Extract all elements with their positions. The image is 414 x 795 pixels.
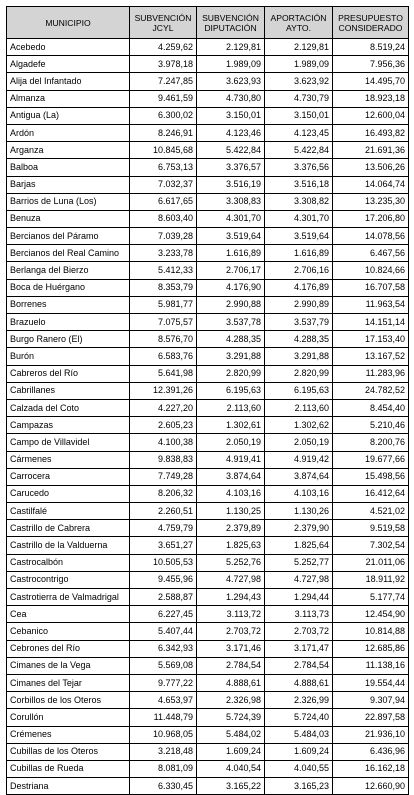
subvencion-jcyl-cell: 4.759,79	[130, 520, 197, 537]
subvencion-diputacion-cell: 5.484,02	[197, 726, 265, 743]
subvencion-diputacion-cell: 3.150,01	[197, 107, 265, 124]
subvencion-jcyl-cell: 4.100,38	[130, 434, 197, 451]
subsidy-table	[6, 6, 409, 795]
aportacion-ayto-cell: 4.176,89	[265, 279, 333, 296]
municipio-cell: Balboa	[7, 159, 130, 176]
municipio-cell: Campazas	[7, 417, 130, 434]
table-row	[7, 348, 409, 365]
subvencion-jcyl-cell: 7.749,28	[130, 468, 197, 485]
subvencion-jcyl-cell: 2.605,23	[130, 417, 197, 434]
presupuesto-cell: 19.677,66	[333, 451, 409, 468]
aportacion-ayto-cell: 4.919,42	[265, 451, 333, 468]
subvencion-diputacion-cell: 4.103,16	[197, 485, 265, 502]
municipio-cell: Cabrillanes	[7, 382, 130, 399]
table-row	[7, 228, 409, 245]
municipio-cell: Calzada del Coto	[7, 399, 130, 416]
subvencion-jcyl-cell: 5.981,77	[130, 296, 197, 313]
subvencion-diputacion-cell: 3.537,78	[197, 314, 265, 331]
subvencion-diputacion-cell: 2.784,54	[197, 657, 265, 674]
presupuesto-cell: 17.153,40	[333, 331, 409, 348]
presupuesto-cell: 16.162,18	[333, 760, 409, 777]
subvencion-jcyl-cell: 4.653,97	[130, 692, 197, 709]
presupuesto-cell: 18.911,92	[333, 571, 409, 588]
municipio-cell: Benuza	[7, 210, 130, 227]
aportacion-ayto-cell: 1.130,26	[265, 503, 333, 520]
table-row	[7, 176, 409, 193]
subvencion-diputacion-cell: 4.888,61	[197, 674, 265, 691]
presupuesto-cell: 9.519,58	[333, 520, 409, 537]
aportacion-ayto-cell: 2.129,81	[265, 39, 333, 56]
table-row	[7, 606, 409, 623]
subvencion-diputacion-cell: 1.825,63	[197, 537, 265, 554]
table-row	[7, 159, 409, 176]
municipio-cell: Castilfalé	[7, 503, 130, 520]
municipio-cell: Carrocera	[7, 468, 130, 485]
municipio-cell: Alija del Infantado	[7, 73, 130, 90]
table-row	[7, 56, 409, 73]
subvencion-jcyl-cell: 8.603,40	[130, 210, 197, 227]
municipio-cell: Corbillos de los Oteros	[7, 692, 130, 709]
table-row	[7, 365, 409, 382]
subvencion-jcyl-cell: 7.032,37	[130, 176, 197, 193]
subvencion-diputacion-cell: 4.123,46	[197, 124, 265, 141]
table-row	[7, 726, 409, 743]
subvencion-jcyl-cell: 5.641,98	[130, 365, 197, 382]
table-row	[7, 39, 409, 56]
municipio-cell: Ardón	[7, 124, 130, 141]
aportacion-ayto-cell: 1.825,64	[265, 537, 333, 554]
table-row	[7, 537, 409, 554]
aportacion-ayto-cell: 6.195,63	[265, 382, 333, 399]
municipio-cell: Cebanico	[7, 623, 130, 640]
subvencion-jcyl-cell: 8.206,32	[130, 485, 197, 502]
aportacion-ayto-cell: 3.623,92	[265, 73, 333, 90]
subvencion-diputacion-cell: 3.519,64	[197, 228, 265, 245]
subvencion-diputacion-cell: 4.919,41	[197, 451, 265, 468]
subvencion-jcyl-cell: 4.259,62	[130, 39, 197, 56]
table-row	[7, 90, 409, 107]
municipio-cell: Borrenes	[7, 296, 130, 313]
municipio-cell: Acebedo	[7, 39, 130, 56]
presupuesto-cell: 14.151,14	[333, 314, 409, 331]
subvencion-jcyl-cell: 8.353,79	[130, 279, 197, 296]
aportacion-ayto-cell: 4.888,61	[265, 674, 333, 691]
presupuesto-cell: 5.210,46	[333, 417, 409, 434]
presupuesto-cell: 13.506,26	[333, 159, 409, 176]
subvencion-jcyl-cell: 10.968,05	[130, 726, 197, 743]
municipio-cell: Cubillas de los Oteros	[7, 743, 130, 760]
subvencion-jcyl-cell: 5.412,33	[130, 262, 197, 279]
subvencion-jcyl-cell: 6.330,45	[130, 778, 197, 795]
aportacion-ayto-cell: 3.376,56	[265, 159, 333, 176]
presupuesto-cell: 13.167,52	[333, 348, 409, 365]
municipio-cell: Cubillas de Rueda	[7, 760, 130, 777]
table-row	[7, 142, 409, 159]
presupuesto-cell: 8.200,76	[333, 434, 409, 451]
table-row	[7, 554, 409, 571]
subvencion-diputacion-cell: 3.165,22	[197, 778, 265, 795]
table-row	[7, 589, 409, 606]
header-aportacion-ayto: APORTACIÓN AYTO.	[265, 7, 333, 39]
subvencion-diputacion-cell: 1.616,89	[197, 245, 265, 262]
subvencion-diputacion-cell: 2.129,81	[197, 39, 265, 56]
subvencion-jcyl-cell: 5.569,08	[130, 657, 197, 674]
subvencion-diputacion-cell: 5.724,39	[197, 709, 265, 726]
subvencion-diputacion-cell: 5.252,76	[197, 554, 265, 571]
subvencion-diputacion-cell: 3.308,83	[197, 193, 265, 210]
table-row	[7, 623, 409, 640]
aportacion-ayto-cell: 4.288,35	[265, 331, 333, 348]
table-row	[7, 434, 409, 451]
municipio-cell: Antigua (La)	[7, 107, 130, 124]
aportacion-ayto-cell: 2.326,99	[265, 692, 333, 709]
subvencion-diputacion-cell: 2.706,17	[197, 262, 265, 279]
header-presupuesto-considerado: PRESUPUESTO CONSIDERADO	[333, 7, 409, 39]
table-row	[7, 314, 409, 331]
presupuesto-cell: 10.814,88	[333, 623, 409, 640]
municipio-cell: Castrillo de la Valduerna	[7, 537, 130, 554]
municipio-cell: Cabreros del Río	[7, 365, 130, 382]
subvencion-diputacion-cell: 4.301,70	[197, 210, 265, 227]
subvencion-jcyl-cell: 9.455,96	[130, 571, 197, 588]
table-row	[7, 692, 409, 709]
document-page	[6, 6, 408, 795]
aportacion-ayto-cell: 4.301,70	[265, 210, 333, 227]
aportacion-ayto-cell: 2.990,89	[265, 296, 333, 313]
subvencion-jcyl-cell: 7.247,85	[130, 73, 197, 90]
aportacion-ayto-cell: 3.171,47	[265, 640, 333, 657]
subvencion-diputacion-cell: 4.176,90	[197, 279, 265, 296]
subvencion-diputacion-cell: 4.040,54	[197, 760, 265, 777]
aportacion-ayto-cell: 2.703,72	[265, 623, 333, 640]
presupuesto-cell: 11.963,54	[333, 296, 409, 313]
subvencion-diputacion-cell: 2.113,60	[197, 399, 265, 416]
aportacion-ayto-cell: 2.706,16	[265, 262, 333, 279]
subvencion-diputacion-cell: 1.609,24	[197, 743, 265, 760]
subvencion-jcyl-cell: 8.246,91	[130, 124, 197, 141]
aportacion-ayto-cell: 4.730,79	[265, 90, 333, 107]
municipio-cell: Cimanes de la Vega	[7, 657, 130, 674]
presupuesto-cell: 21.011,06	[333, 554, 409, 571]
subvencion-jcyl-cell: 2.260,51	[130, 503, 197, 520]
header-municipio: MUNICIPIO	[7, 7, 130, 39]
subvencion-diputacion-cell: 1.294,43	[197, 589, 265, 606]
municipio-cell: Algadefe	[7, 56, 130, 73]
subvencion-diputacion-cell: 4.727,98	[197, 571, 265, 588]
municipio-cell: Castrocontrigo	[7, 571, 130, 588]
aportacion-ayto-cell: 3.291,88	[265, 348, 333, 365]
subvencion-jcyl-cell: 3.651,27	[130, 537, 197, 554]
presupuesto-cell: 16.412,64	[333, 485, 409, 502]
subvencion-diputacion-cell: 3.874,64	[197, 468, 265, 485]
table-row	[7, 382, 409, 399]
aportacion-ayto-cell: 1.302,62	[265, 417, 333, 434]
subvencion-jcyl-cell: 6.342,93	[130, 640, 197, 657]
subvencion-jcyl-cell: 6.300,02	[130, 107, 197, 124]
municipio-cell: Arganza	[7, 142, 130, 159]
table-row	[7, 399, 409, 416]
municipio-cell: Bercianos del Páramo	[7, 228, 130, 245]
subvencion-diputacion-cell: 2.703,72	[197, 623, 265, 640]
table-row	[7, 451, 409, 468]
municipio-cell: Cármenes	[7, 451, 130, 468]
table-row	[7, 73, 409, 90]
municipio-cell: Boca de Huérgano	[7, 279, 130, 296]
aportacion-ayto-cell: 5.484,03	[265, 726, 333, 743]
subvencion-jcyl-cell: 3.978,18	[130, 56, 197, 73]
table-row	[7, 571, 409, 588]
subvencion-jcyl-cell: 7.075,57	[130, 314, 197, 331]
aportacion-ayto-cell: 3.308,82	[265, 193, 333, 210]
subvencion-diputacion-cell: 2.326,98	[197, 692, 265, 709]
presupuesto-cell: 14.495,70	[333, 73, 409, 90]
municipio-cell: Burgo Ranero (El)	[7, 331, 130, 348]
subvencion-jcyl-cell: 6.617,65	[130, 193, 197, 210]
header-subvencion-jcyl: SUBVENCIÓN JCYL	[130, 7, 197, 39]
subvencion-diputacion-cell: 3.516,19	[197, 176, 265, 193]
table-row	[7, 485, 409, 502]
subvencion-jcyl-cell: 4.227,20	[130, 399, 197, 416]
subvencion-diputacion-cell: 2.050,19	[197, 434, 265, 451]
aportacion-ayto-cell: 3.519,64	[265, 228, 333, 245]
presupuesto-cell: 12.454,90	[333, 606, 409, 623]
presupuesto-cell: 24.782,52	[333, 382, 409, 399]
municipio-cell: Castrocalbón	[7, 554, 130, 571]
aportacion-ayto-cell: 3.874,64	[265, 468, 333, 485]
table-row	[7, 193, 409, 210]
presupuesto-cell: 11.138,16	[333, 657, 409, 674]
municipio-cell: Cea	[7, 606, 130, 623]
presupuesto-cell: 4.521,02	[333, 503, 409, 520]
aportacion-ayto-cell: 3.113,73	[265, 606, 333, 623]
presupuesto-cell: 7.302,54	[333, 537, 409, 554]
municipio-cell: Barrios de Luna (Los)	[7, 193, 130, 210]
subvencion-jcyl-cell: 9.777,22	[130, 674, 197, 691]
subvencion-jcyl-cell: 6.753,13	[130, 159, 197, 176]
presupuesto-cell: 5.177,74	[333, 589, 409, 606]
municipio-cell: Brazuelo	[7, 314, 130, 331]
subvencion-jcyl-cell: 6.227,45	[130, 606, 197, 623]
presupuesto-cell: 9.307,94	[333, 692, 409, 709]
municipio-cell: Berlanga del Bierzo	[7, 262, 130, 279]
presupuesto-cell: 6.436,96	[333, 743, 409, 760]
table-row	[7, 778, 409, 795]
aportacion-ayto-cell: 1.609,24	[265, 743, 333, 760]
subvencion-diputacion-cell: 2.820,99	[197, 365, 265, 382]
presupuesto-cell: 13.235,30	[333, 193, 409, 210]
subvencion-diputacion-cell: 3.623,93	[197, 73, 265, 90]
subvencion-diputacion-cell: 5.422,84	[197, 142, 265, 159]
municipio-cell: Destriana	[7, 778, 130, 795]
subvencion-diputacion-cell: 3.291,88	[197, 348, 265, 365]
aportacion-ayto-cell: 3.516,18	[265, 176, 333, 193]
aportacion-ayto-cell: 3.150,01	[265, 107, 333, 124]
presupuesto-cell: 12.600,04	[333, 107, 409, 124]
aportacion-ayto-cell: 2.379,90	[265, 520, 333, 537]
aportacion-ayto-cell: 5.724,40	[265, 709, 333, 726]
presupuesto-cell: 18.923,18	[333, 90, 409, 107]
presupuesto-cell: 14.078,56	[333, 228, 409, 245]
aportacion-ayto-cell: 2.784,54	[265, 657, 333, 674]
presupuesto-cell: 11.283,96	[333, 365, 409, 382]
table-body	[7, 39, 409, 795]
subvencion-diputacion-cell: 1.130,25	[197, 503, 265, 520]
subvencion-jcyl-cell: 7.039,28	[130, 228, 197, 245]
table-row	[7, 657, 409, 674]
subvencion-jcyl-cell: 6.583,76	[130, 348, 197, 365]
subvencion-jcyl-cell: 9.461,59	[130, 90, 197, 107]
presupuesto-cell: 15.498,56	[333, 468, 409, 485]
aportacion-ayto-cell: 4.040,55	[265, 760, 333, 777]
presupuesto-cell: 19.554,44	[333, 674, 409, 691]
subvencion-jcyl-cell: 3.233,78	[130, 245, 197, 262]
aportacion-ayto-cell: 2.113,60	[265, 399, 333, 416]
table-row	[7, 245, 409, 262]
presupuesto-cell: 14.064,74	[333, 176, 409, 193]
municipio-cell: Burón	[7, 348, 130, 365]
aportacion-ayto-cell: 3.165,23	[265, 778, 333, 795]
table-row	[7, 210, 409, 227]
subvencion-diputacion-cell: 3.376,57	[197, 159, 265, 176]
presupuesto-cell: 12.685,86	[333, 640, 409, 657]
table-row	[7, 107, 409, 124]
municipio-cell: Crémenes	[7, 726, 130, 743]
presupuesto-cell: 8.519,24	[333, 39, 409, 56]
aportacion-ayto-cell: 1.616,89	[265, 245, 333, 262]
table-row	[7, 262, 409, 279]
aportacion-ayto-cell: 2.820,99	[265, 365, 333, 382]
subvencion-diputacion-cell: 4.288,35	[197, 331, 265, 348]
subvencion-jcyl-cell: 8.081,09	[130, 760, 197, 777]
presupuesto-cell: 21.936,10	[333, 726, 409, 743]
presupuesto-cell: 7.956,36	[333, 56, 409, 73]
subvencion-jcyl-cell: 2.588,87	[130, 589, 197, 606]
presupuesto-cell: 12.660,90	[333, 778, 409, 795]
aportacion-ayto-cell: 1.989,09	[265, 56, 333, 73]
table-row	[7, 640, 409, 657]
subvencion-diputacion-cell: 3.171,46	[197, 640, 265, 657]
subvencion-jcyl-cell: 10.845,68	[130, 142, 197, 159]
municipio-cell: Cimanes del Tejar	[7, 674, 130, 691]
presupuesto-cell: 21.691,36	[333, 142, 409, 159]
table-row	[7, 760, 409, 777]
table-row	[7, 124, 409, 141]
table-row	[7, 674, 409, 691]
subvencion-diputacion-cell: 2.990,88	[197, 296, 265, 313]
subvencion-jcyl-cell: 9.838,83	[130, 451, 197, 468]
aportacion-ayto-cell: 5.422,84	[265, 142, 333, 159]
presupuesto-cell: 17.206,80	[333, 210, 409, 227]
subvencion-jcyl-cell: 10.505,53	[130, 554, 197, 571]
presupuesto-cell: 6.467,56	[333, 245, 409, 262]
presupuesto-cell: 16.707,58	[333, 279, 409, 296]
table-row	[7, 520, 409, 537]
aportacion-ayto-cell: 1.294,44	[265, 589, 333, 606]
municipio-cell: Castrillo de Cabrera	[7, 520, 130, 537]
aportacion-ayto-cell: 5.252,77	[265, 554, 333, 571]
aportacion-ayto-cell: 4.103,16	[265, 485, 333, 502]
table-row	[7, 503, 409, 520]
presupuesto-cell: 16.493,82	[333, 124, 409, 141]
presupuesto-cell: 8.454,40	[333, 399, 409, 416]
aportacion-ayto-cell: 4.123,45	[265, 124, 333, 141]
municipio-cell: Barjas	[7, 176, 130, 193]
subvencion-diputacion-cell: 1.989,09	[197, 56, 265, 73]
subvencion-diputacion-cell: 3.113,72	[197, 606, 265, 623]
subvencion-diputacion-cell: 1.302,61	[197, 417, 265, 434]
subvencion-diputacion-cell: 6.195,63	[197, 382, 265, 399]
municipio-cell: Bercianos del Real Camino	[7, 245, 130, 262]
subvencion-jcyl-cell: 12.391,26	[130, 382, 197, 399]
table-header-row	[7, 7, 409, 39]
subvencion-jcyl-cell: 3.218,48	[130, 743, 197, 760]
table-row	[7, 417, 409, 434]
subvencion-diputacion-cell: 4.730,80	[197, 90, 265, 107]
municipio-cell: Campo de Villavidel	[7, 434, 130, 451]
municipio-cell: Corullón	[7, 709, 130, 726]
table-row	[7, 709, 409, 726]
subvencion-jcyl-cell: 8.576,70	[130, 331, 197, 348]
municipio-cell: Cebrones del Río	[7, 640, 130, 657]
municipio-cell: Castrotierra de Valmadrigal	[7, 589, 130, 606]
subvencion-diputacion-cell: 2.379,89	[197, 520, 265, 537]
header-subvencion-diputacion: SUBVENCIÓN DIPUTACIÓN	[197, 7, 265, 39]
presupuesto-cell: 10.824,66	[333, 262, 409, 279]
aportacion-ayto-cell: 3.537,79	[265, 314, 333, 331]
table-row	[7, 743, 409, 760]
subvencion-jcyl-cell: 5.407,44	[130, 623, 197, 640]
municipio-cell: Carucedo	[7, 485, 130, 502]
table-row	[7, 296, 409, 313]
municipio-cell: Almanza	[7, 90, 130, 107]
aportacion-ayto-cell: 4.727,98	[265, 571, 333, 588]
aportacion-ayto-cell: 2.050,19	[265, 434, 333, 451]
table-row	[7, 331, 409, 348]
presupuesto-cell: 22.897,58	[333, 709, 409, 726]
table-row	[7, 468, 409, 485]
table-row	[7, 279, 409, 296]
subvencion-jcyl-cell: 11.448,79	[130, 709, 197, 726]
